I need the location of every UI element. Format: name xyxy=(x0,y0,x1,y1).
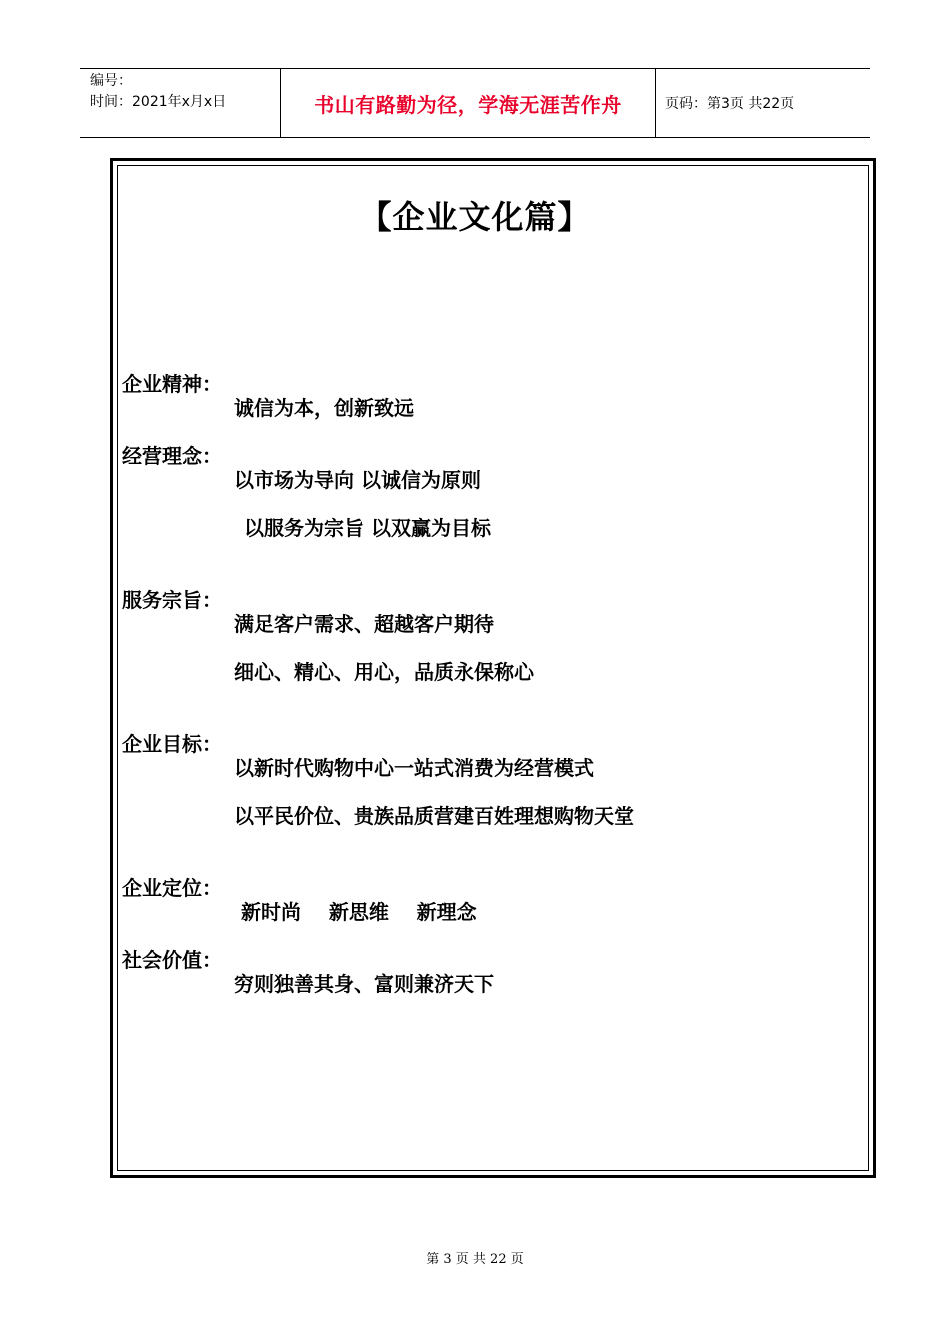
service-line-2: 细心、精心、用心，品质永保称心 xyxy=(234,660,534,684)
header-meta-cell xyxy=(80,69,280,137)
goal-line-2: 以平民价位、贵族品质营建百姓理想购物天堂 xyxy=(234,804,634,828)
philosophy-line-2: 以服务为宗旨 以双赢为目标 xyxy=(244,516,491,540)
social-value: 穷则独善其身、富则兼济天下 xyxy=(234,972,494,996)
position-label: 企业定位： xyxy=(122,876,222,900)
page-title: 【企业文化篇】 xyxy=(359,198,591,236)
spirit-row xyxy=(0,344,414,420)
header-motto-cell xyxy=(280,69,656,137)
page-header xyxy=(80,68,870,138)
page-footer: 第 3 页 共 22 页 xyxy=(426,1252,524,1267)
document-number-label: 编号： xyxy=(90,73,132,89)
goal-label: 企业目标： xyxy=(122,732,222,756)
header-page-cell xyxy=(655,69,870,137)
goal-row xyxy=(0,704,594,780)
position-value: 新时尚 新思维 新理念 xyxy=(234,900,477,924)
service-row xyxy=(0,560,494,636)
social-row xyxy=(0,920,494,996)
motto-text: 书山有路勤为径，学海无涯苦作舟 xyxy=(314,92,622,117)
philosophy-line-1: 以市场为导向 以诚信为原则 xyxy=(234,468,481,492)
service-row-2 xyxy=(0,632,534,684)
header-page-info: 页码：第3页 共22页 xyxy=(665,96,795,112)
service-line-1: 满足客户需求、超越客户期待 xyxy=(234,612,494,636)
spirit-value: 诚信为本，创新致远 xyxy=(234,396,414,420)
goal-line-1: 以新时代购物中心一站式消费为经营模式 xyxy=(234,756,594,780)
social-label: 社会价值： xyxy=(122,948,222,972)
spirit-label: 企业精神： xyxy=(122,372,222,396)
philosophy-label: 经营理念： xyxy=(122,444,222,468)
service-label: 服务宗旨： xyxy=(122,588,222,612)
philosophy-row-2 xyxy=(0,488,491,540)
philosophy-row xyxy=(0,416,481,492)
position-row xyxy=(0,848,477,924)
goal-row-2 xyxy=(0,776,634,828)
document-date: 时间：2021年x月x日 xyxy=(90,94,227,110)
